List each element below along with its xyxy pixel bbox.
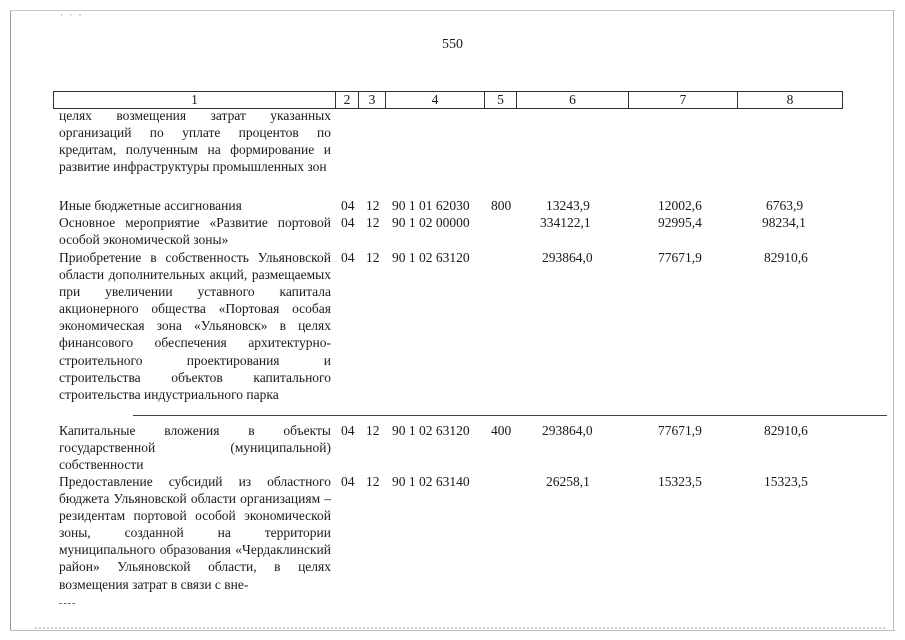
scan-artifact: [35, 627, 885, 631]
header-col-4: 4: [385, 91, 485, 109]
header-col-2: 2: [335, 91, 359, 109]
row-value-col8: 82910,6: [764, 423, 808, 438]
header-col-7: 7: [628, 91, 738, 109]
row-value-col8: 15323,5: [764, 474, 808, 489]
header-col-6: 6: [516, 91, 629, 109]
row-description: целях возмещения затрат указанных организаций по уплате процентов по кредитам, полученным на формирование и развитие инфраструктуры промышленных зон: [59, 108, 331, 175]
scan-border-right: [893, 10, 894, 630]
row-value-col6: 13243,9: [546, 198, 590, 213]
page-number: 550: [442, 37, 463, 52]
row-subsection: 12: [366, 250, 380, 265]
row-value-col8: 6763,9: [766, 198, 804, 213]
scan-artifact: ----: [59, 598, 77, 609]
header-col-3: 3: [358, 91, 386, 109]
row-value-col6: 293864,0: [542, 250, 593, 265]
row-target-code: 90 1 02 63120: [392, 423, 470, 438]
row-value-col7: 77671,9: [658, 423, 702, 438]
row-target-code: 90 1 02 63120: [392, 250, 470, 265]
row-section: 04: [341, 474, 355, 489]
row-value-col8: 98234,1: [762, 215, 806, 230]
row-value-col7: 92995,4: [658, 215, 702, 230]
row-value-col6: 334122,1: [540, 215, 591, 230]
row-value-col7: 77671,9: [658, 250, 702, 265]
row-subsection: 12: [366, 215, 380, 230]
row-expense-type: 800: [491, 198, 512, 213]
scan-border-left: [10, 10, 11, 630]
row-target-code: 90 1 01 62030: [392, 198, 470, 213]
row-section: 04: [341, 250, 355, 265]
row-target-code: 90 1 02 00000: [392, 215, 470, 230]
row-target-code: 90 1 02 63140: [392, 474, 470, 489]
row-description: Основное мероприятие «Развитие портовой особой экономической зоны»: [59, 215, 331, 248]
scan-artifact: · · ·: [60, 10, 84, 20]
row-subsection: 12: [366, 474, 380, 489]
scan-border-top: [10, 10, 895, 11]
row-value-col8: 82910,6: [764, 250, 808, 265]
row-description: Капитальные вложения в объекты государственной (муниципальной) собственности: [59, 423, 331, 473]
row-description: Приобретение в собственность Ульяновской области дополнительных акций, размещаемых при увеличении уставного капитала акционерного общества «Портовая особая экономическая зона «Ульяновск» в целях финансового обеспечения архитектурно-строительного проектирования и строительства объектов капитального строительства индустриального парка: [59, 250, 331, 402]
row-subsection: 12: [366, 198, 380, 213]
header-col-1: 1: [53, 91, 336, 109]
row-subsection: 12: [366, 423, 380, 438]
header-col-8: 8: [737, 91, 843, 109]
row-description: Иные бюджетные ассигнования: [59, 198, 242, 213]
row-description: Предоставление субсидий из областного бюджета Ульяновской области организациям – резидентам портовой особой экономической зоны, созданной на территории муниципального образования «Чердаклинский район» Ульяновской области, в целях возмещения затрат в связи с вне-: [59, 474, 331, 592]
horizontal-rule: [133, 415, 887, 416]
header-col-5: 5: [484, 91, 517, 109]
row-value-col7: 12002,6: [658, 198, 702, 213]
row-expense-type: 400: [491, 423, 512, 438]
row-value-col6: 293864,0: [542, 423, 593, 438]
row-value-col6: 26258,1: [546, 474, 590, 489]
row-value-col7: 15323,5: [658, 474, 702, 489]
row-section: 04: [341, 198, 355, 213]
row-section: 04: [341, 215, 355, 230]
row-section: 04: [341, 423, 355, 438]
